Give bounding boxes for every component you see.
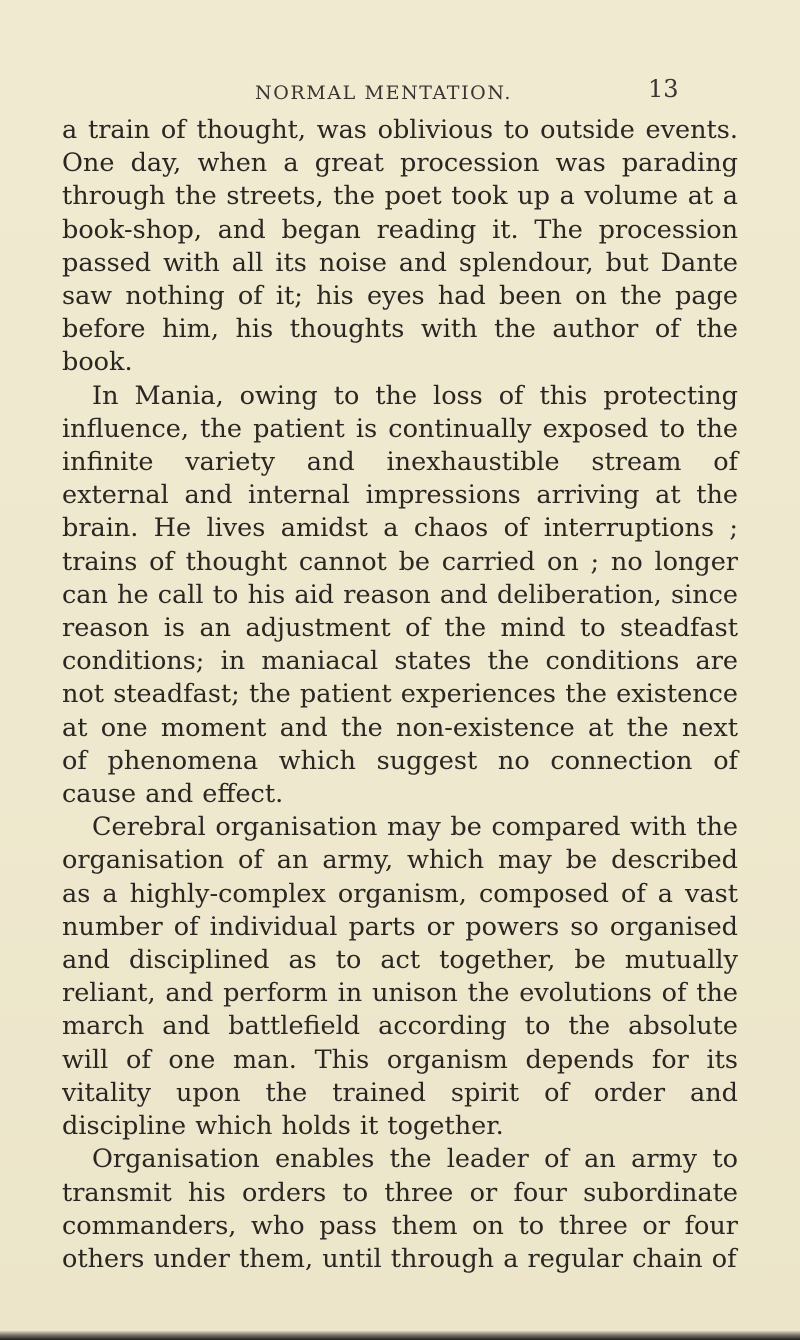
body-text [62, 114, 738, 1276]
page-edge-shadow [0, 1331, 800, 1340]
paragraph-continued: a train of thought, was oblivious to outside events. One day, when a great procession was parading through the streets, the poet took up a volume at a book-shop, and began reading it. The procession passed with all its noise and splendour, but Dante saw nothing of it; his eyes had been on the page before him, his thoughts with the author of the book. [62, 115, 738, 378]
paragraph-mania: In Mania, owing to the loss of this protecting influence, the patient is continually exposed to the infinite variety and inexhaustible stream of external and internal impressions arriving at the brain. He lives amidst a chaos of interruptions ; trains of thought cannot be carried on ; no longer can he call to his aid reason and deliberation, since reason is an adjustment of the mind to steadfast conditions; in maniacal states the conditions are not steadfast; the patient experiences the existence at one moment and the non-existence at the next of phenomena which suggest no connection of cause and effect. [62, 380, 738, 810]
paragraph-organisation-leader: Organisation enables the leader of an army to transmit his orders to three or four subordinate commanders, who pass them on to three or four others under them, until through a regular chain of [62, 1144, 738, 1274]
running-head-title: NORMAL MENTATION. [255, 82, 513, 104]
page-number: 13 [648, 75, 679, 103]
paragraph-cerebral-organisation: Cerebral organisation may be compared with the organisation of an army, which may be described as a highly-complex organism, composed of a vast number of individual parts or powers so organised and disciplined as to act together, be mutually reliant, and perform in unison the evolutions of the march and battlefield according to the absolute will of one man. This organism depends for its vitality upon the trained spirit of order and discipline which holds it together. [62, 812, 738, 1142]
